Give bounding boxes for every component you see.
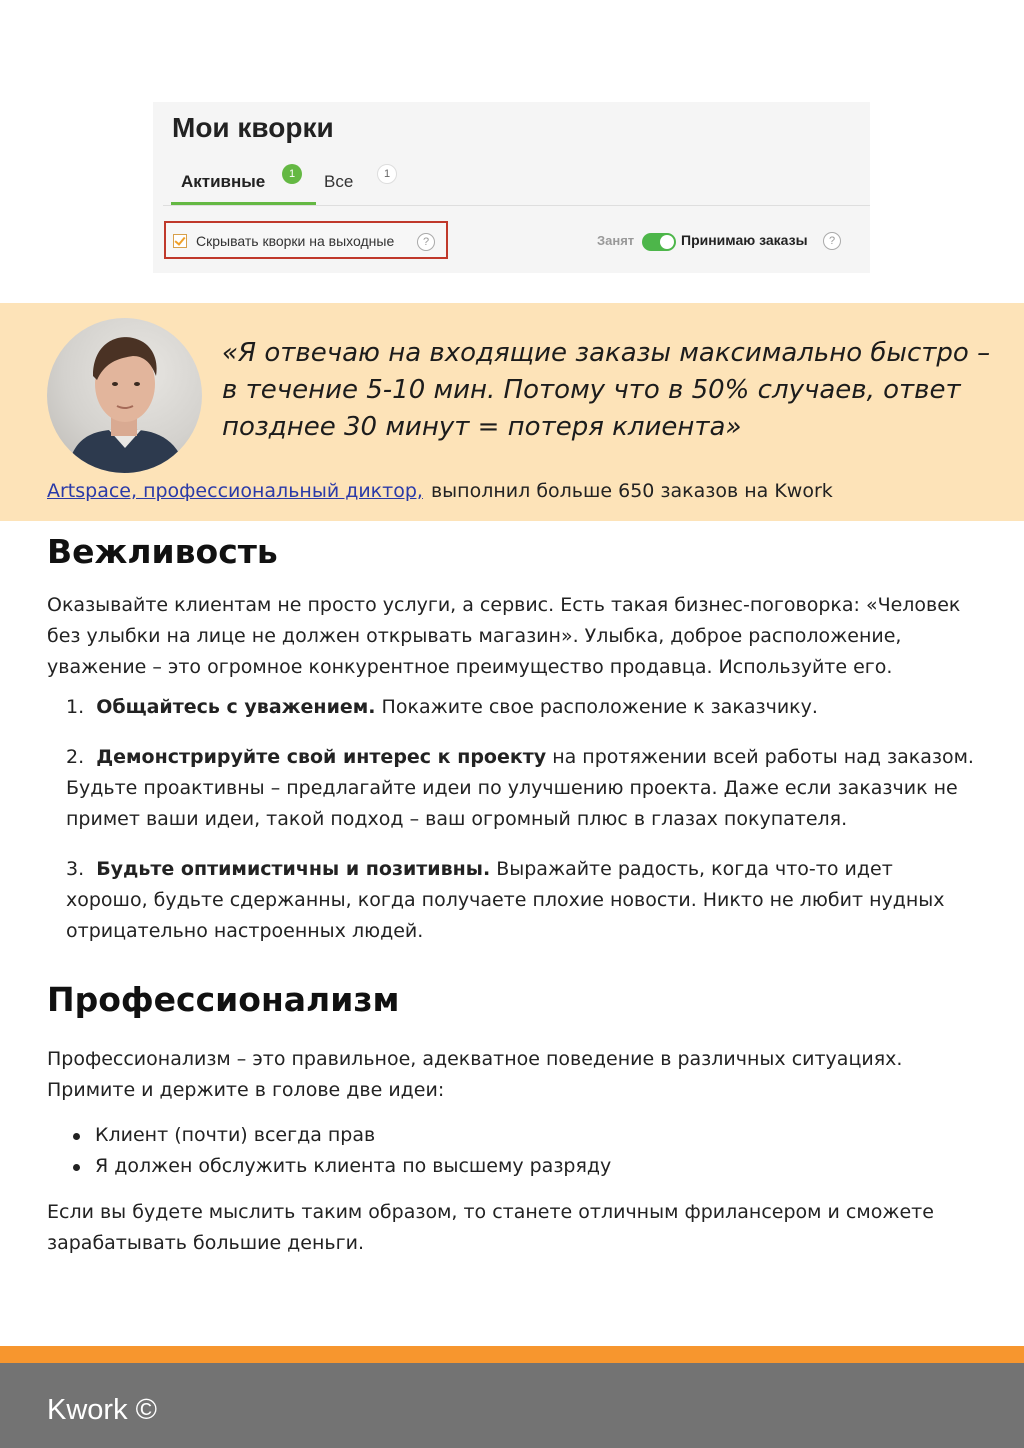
list-item: 2. Демонстрируйте свой интерес к проекту на протяжении всей работы над заказом. Будьте проактивны – предлагайте идеи по улучшению проекта. Даже если заказчик не примет ваши идеи, такой подход – ваш огромный плюс в глазах покупателя. (66, 746, 974, 830)
tab-all-label: Все (324, 172, 354, 191)
list-item: 1. Общайтесь с уважением. Покажите свое расположение к заказчику. (66, 696, 818, 718)
author-description: выполнил больше 650 заказов на Kwork (430, 480, 833, 502)
my-kworks-screenshot (153, 102, 870, 273)
person-portrait-icon (47, 318, 202, 473)
footer (0, 1363, 1024, 1448)
tab-active[interactable] (171, 162, 316, 205)
testimonial-block (0, 303, 1024, 521)
bullet-icon (73, 1133, 80, 1140)
professionalism-heading: Профессионализм (47, 980, 400, 1019)
checkmark-icon (174, 234, 185, 246)
professionalism-outro: Если вы будете мыслить таким образом, то станете отличным фрилансером и сможете зарабатывать большие деньги. (47, 1201, 934, 1254)
bullet-icon (73, 1164, 80, 1171)
politeness-list (47, 692, 977, 947)
politeness-section (47, 532, 977, 966)
tab-active-label: Активные (181, 172, 266, 191)
my-kworks-title: Мои кворки (172, 112, 334, 143)
avatar (47, 318, 202, 473)
list-item: 3. Будьте оптимистичны и позитивны. Выражайте радость, когда что-то идет хорошо, будьте сдержанны, когда получаете плохие новости. Никто не любит нудных отрицательно настроенных людей. (66, 858, 945, 942)
footer-stripe (0, 1346, 1024, 1363)
list-item: Клиент (почти) всегда прав (47, 1120, 977, 1151)
footer-copyright: Kwork © (47, 1394, 157, 1426)
busy-label: Занят (597, 233, 635, 248)
accept-help-icon[interactable]: ? (823, 232, 841, 250)
professionalism-intro: Профессионализм – это правильное, адекватное поведение в различных ситуациях. Примите и держите в голове две идеи: (47, 1048, 903, 1101)
help-icon[interactable]: ? (417, 233, 435, 251)
tab-all[interactable] (324, 162, 404, 202)
tab-active-count-badge: 1 (282, 164, 302, 184)
accept-orders-label: Принимаю заказы (681, 232, 808, 248)
tab-all-count-badge: 1 (377, 164, 397, 184)
accept-orders-toggle[interactable] (642, 233, 676, 251)
tabs-divider (163, 205, 870, 206)
politeness-intro: Оказывайте клиентам не просто услуги, а сервис. Есть такая бизнес-поговорка: «Человек без улыбки на лице не должен открывать магазин». Улыбка, доброе расположение, уважение – это огромное конкурентное преимущество продавца. Используйте его. (47, 594, 961, 678)
toggle-knob (660, 235, 674, 249)
hide-weekend-checkbox[interactable] (173, 234, 187, 248)
list-item: Я должен обслужить клиента по высшему разряду (47, 1151, 977, 1182)
quote-text: «Я отвечаю на входящие заказы максимально быстро – в течение 5-10 мин. Потому что в 50% случаев, ответ позднее 30 минут = потеря клиента» (222, 338, 991, 442)
hide-weekend-highlight (164, 221, 448, 259)
author-link[interactable]: Artspace, профессиональный диктор, (47, 480, 423, 502)
quote-author (47, 480, 833, 502)
politeness-heading: Вежливость (47, 532, 278, 571)
professionalism-bullets (47, 1120, 977, 1182)
hide-weekend-label: Скрывать кворки на выходные (196, 233, 395, 249)
professionalism-section (47, 980, 977, 1259)
